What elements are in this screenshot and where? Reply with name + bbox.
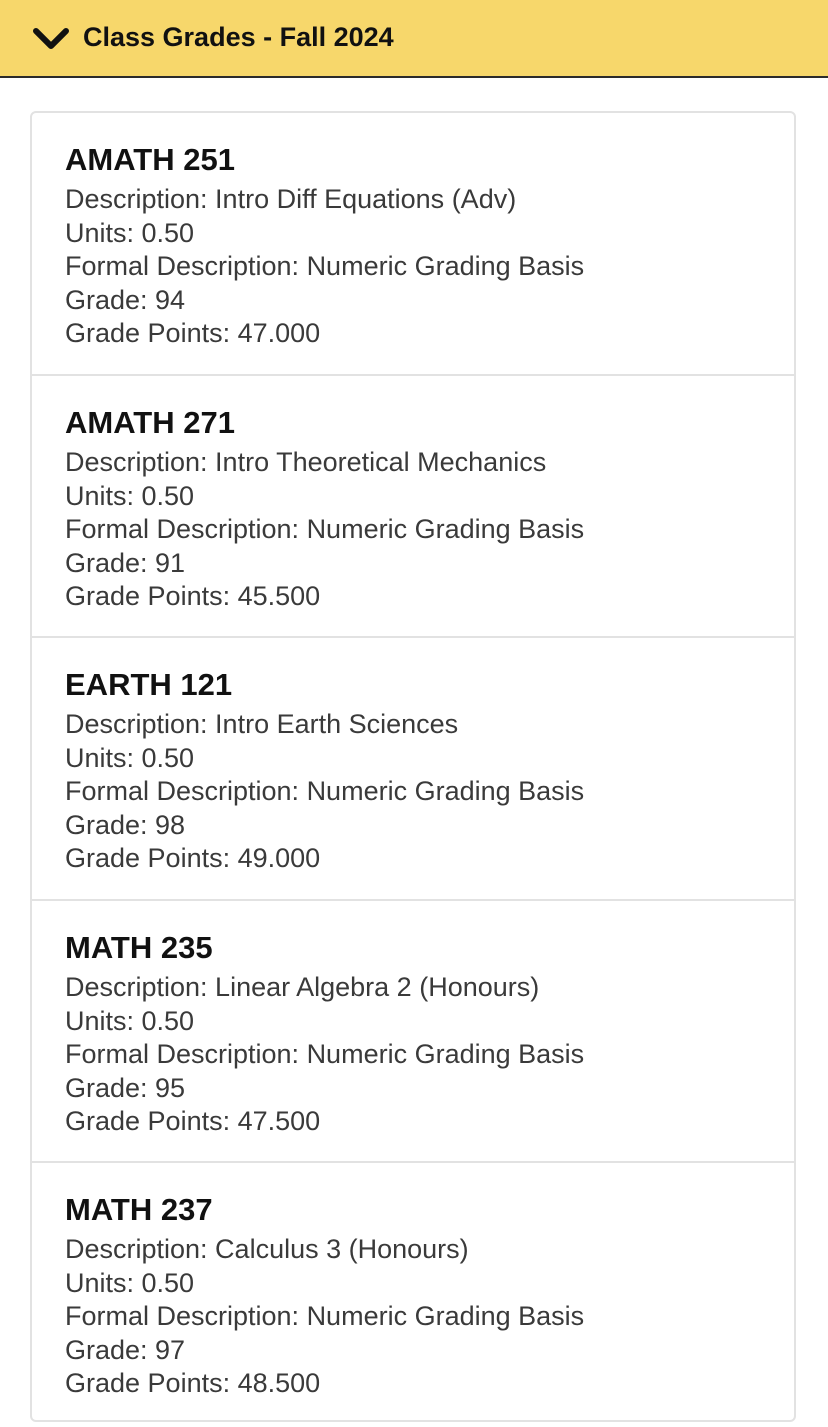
course-code: EARTH 121 [65, 667, 233, 702]
course-units: Units: 0.50 [65, 743, 195, 773]
course-grade: Grade: 91 [65, 548, 186, 578]
course-grade-points: Grade Points: 49.000 [65, 843, 321, 873]
course-units: Units: 0.50 [65, 218, 195, 248]
course-card-math-235 [32, 899, 794, 1161]
class-grades-panel [30, 111, 796, 1422]
course-description: Description: Calculus 3 (Honours) [65, 1234, 469, 1264]
course-formal-description: Formal Description: Numeric Grading Basis [65, 514, 585, 544]
course-formal-description: Formal Description: Numeric Grading Basis [65, 251, 585, 281]
chevron-down-icon[interactable] [32, 26, 70, 52]
section-title: Class Grades - Fall 2024 [83, 22, 394, 52]
course-formal-description: Formal Description: Numeric Grading Basis [65, 1039, 585, 1069]
course-grade-points: Grade Points: 45.500 [65, 581, 321, 611]
course-formal-description: Formal Description: Numeric Grading Basis [65, 776, 585, 806]
course-description: Description: Linear Algebra 2 (Honours) [65, 972, 540, 1002]
course-code: AMATH 251 [65, 142, 235, 177]
class-grades-header[interactable] [0, 0, 828, 78]
course-code: AMATH 271 [65, 405, 235, 440]
course-units: Units: 0.50 [65, 1006, 195, 1036]
course-grade: Grade: 94 [65, 285, 186, 315]
course-grade: Grade: 98 [65, 810, 186, 840]
course-description: Description: Intro Theoretical Mechanics [65, 447, 547, 477]
course-card-math-237 [32, 1161, 794, 1422]
course-description: Description: Intro Diff Equations (Adv) [65, 184, 517, 214]
course-card-earth-121 [32, 636, 794, 898]
course-formal-description: Formal Description: Numeric Grading Basis [65, 1301, 585, 1331]
course-grade: Grade: 95 [65, 1073, 186, 1103]
course-card-amath-271 [32, 374, 794, 636]
course-units: Units: 0.50 [65, 1268, 195, 1298]
course-description: Description: Intro Earth Sciences [65, 709, 459, 739]
course-units: Units: 0.50 [65, 481, 195, 511]
course-grade-points: Grade Points: 48.500 [65, 1368, 321, 1398]
course-grade-points: Grade Points: 47.500 [65, 1106, 321, 1136]
course-code: MATH 235 [65, 930, 213, 965]
course-card-amath-251 [32, 113, 794, 375]
course-code: MATH 237 [65, 1192, 213, 1227]
course-grade-points: Grade Points: 47.000 [65, 318, 321, 348]
course-grade: Grade: 97 [65, 1335, 186, 1365]
